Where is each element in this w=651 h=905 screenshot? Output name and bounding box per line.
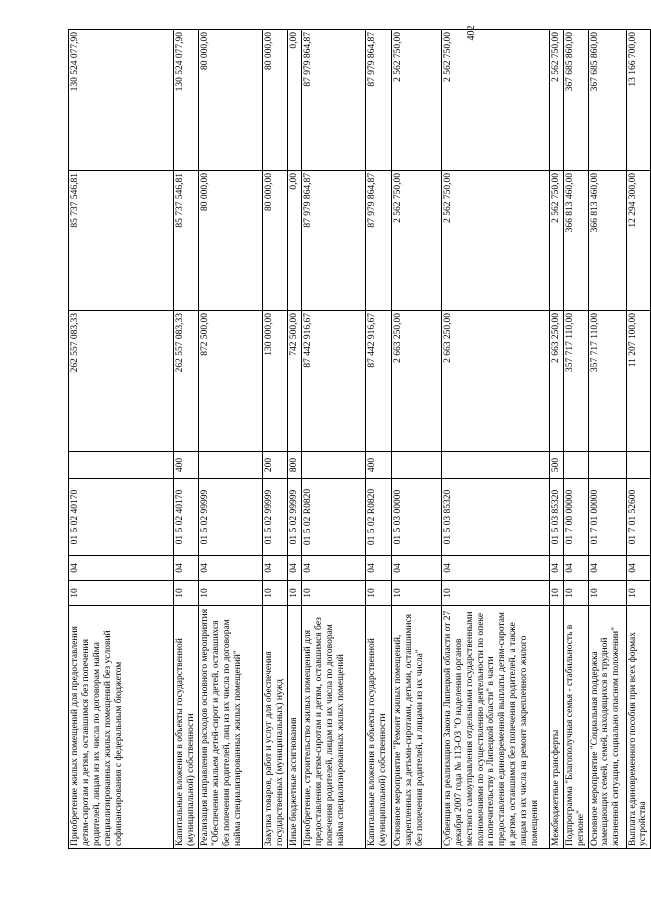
section-code: 10 [365, 581, 391, 606]
table-row [365, 30, 391, 849]
section-code: 10 [174, 581, 199, 606]
amount-year-2: 2 562 750,00 [391, 171, 441, 311]
amount-year-3: 87 979 864,87 [301, 30, 365, 171]
amount-year-3: 13 166 700,00 [626, 30, 651, 171]
amount-year-1: 87 442 916,67 [365, 311, 391, 452]
target-article-code: 01 5 03 85320 [549, 479, 563, 556]
table-row [287, 30, 301, 849]
budget-item-name: Иные бюджетные ассигнования [287, 606, 301, 849]
budget-item-name: Закупка товаров, работ и услуг для обеспечения государственных (муниципальных) нужд [262, 606, 287, 849]
subsection-code: 04 [588, 556, 626, 581]
amount-year-3: 2 562 750,00 [441, 30, 549, 171]
amount-year-1: 2 663 250,00 [391, 311, 441, 452]
subsection-code: 04 [174, 556, 199, 581]
amount-year-3: 80 000,00 [198, 30, 262, 171]
table-row [69, 30, 174, 849]
table-row [301, 30, 365, 849]
amount-year-2: 80 000,00 [198, 171, 262, 311]
section-code: 10 [198, 581, 262, 606]
target-article-code: 01 5 02 99999 [262, 479, 287, 556]
budget-item-name: Приобретение жилых помещений для предоставления детям-сиротам и детям, оставшимся без попечения родителей, лицам из их числа по договорам найма специализированных жилых помещений без условий софинансирования с федеральным бюджетом [69, 606, 174, 849]
target-article-code: 01 7 00 00000 [563, 479, 588, 556]
amount-year-2: 85 737 546,81 [69, 171, 174, 311]
expense-type-code: 200 [262, 452, 287, 479]
table-row [441, 30, 549, 849]
subsection-code: 04 [301, 556, 365, 581]
target-article-code: 01 5 02 R0820 [365, 479, 391, 556]
subsection-code: 04 [287, 556, 301, 581]
target-article-code: 01 7 01 52600 [626, 479, 651, 556]
target-article-code: 01 5 02 40170 [174, 479, 199, 556]
amount-year-3: 2 562 750,00 [549, 30, 563, 171]
target-article-code: 01 5 02 R0820 [301, 479, 365, 556]
budget-table [68, 29, 651, 849]
section-code: 10 [262, 581, 287, 606]
budget-item-name: Подпрограмма "Благополучная семья - стабильность в регионе" [563, 606, 588, 849]
rotated-table-frame [68, 30, 649, 849]
amount-year-1: 357 717 110,00 [563, 311, 588, 452]
amount-year-3: 367 685 860,00 [563, 30, 588, 171]
table-row [262, 30, 287, 849]
expense-type-code: 400 [174, 452, 199, 479]
amount-year-1: 872 500,00 [198, 311, 262, 452]
table-row [198, 30, 262, 849]
table-row [174, 30, 199, 849]
budget-item-name: Субвенция на реализацию Закона Липецкой области от 27 декабря 2007 года № 113-ОЗ "О наделении органов местного самоуправления отдельными государственными полномочиями по осуществлению деятельности по опеке и попечительству в Липецкой области" в части предоставления единовременной выплаты детям-сиротам и детям, оставшимся без попечения родителей, а также лицам из их числа на ремонт закрепленного жилого помещения [441, 606, 549, 849]
section-code: 10 [391, 581, 441, 606]
expense-type-code [563, 452, 588, 479]
expense-type-code [626, 452, 651, 479]
target-article-code: 01 5 02 99999 [198, 479, 262, 556]
expense-type-code [69, 452, 174, 479]
target-article-code: 01 5 03 85320 [441, 479, 549, 556]
amount-year-1: 262 557 083,33 [69, 311, 174, 452]
budget-item-name: Основное мероприятие "Ремонт жилых помещений, закрепленных за детьми-сиротами, детьми, оставшимися без попечения родителей, и лицами из их числа" [391, 606, 441, 849]
amount-year-2: 0,00 [287, 171, 301, 311]
subsection-code: 04 [69, 556, 174, 581]
amount-year-1: 11 207 100,00 [626, 311, 651, 452]
amount-year-2: 87 979 864,87 [365, 171, 391, 311]
expense-type-code: 800 [287, 452, 301, 479]
amount-year-1: 2 663 250,00 [441, 311, 549, 452]
section-code: 10 [588, 581, 626, 606]
expense-type-code: 400 [365, 452, 391, 479]
amount-year-2: 366 813 460,00 [563, 171, 588, 311]
table-row [588, 30, 626, 849]
amount-year-3: 130 524 077,90 [174, 30, 199, 171]
section-code: 10 [441, 581, 549, 606]
subsection-code: 04 [441, 556, 549, 581]
amount-year-3: 367 685 860,00 [588, 30, 626, 171]
expense-type-code [441, 452, 549, 479]
budget-item-name: Капитальные вложения в объекты государственной (муниципальной) собственности [365, 606, 391, 849]
section-code: 10 [69, 581, 174, 606]
amount-year-2: 2 562 750,00 [549, 171, 563, 311]
amount-year-2: 366 813 460,00 [588, 171, 626, 311]
table-row [391, 30, 441, 849]
budget-item-name: Выплата единовременного пособия при всех формах устройства [626, 606, 651, 849]
section-code: 10 [563, 581, 588, 606]
expense-type-code [301, 452, 365, 479]
expense-type-code: 500 [549, 452, 563, 479]
amount-year-1: 130 000,00 [262, 311, 287, 452]
amount-year-1: 357 717 110,00 [588, 311, 626, 452]
section-code: 10 [301, 581, 365, 606]
amount-year-2: 87 979 864,87 [301, 171, 365, 311]
budget-item-name: Межбюджетные трансферты [549, 606, 563, 849]
target-article-code: 01 5 02 40170 [69, 479, 174, 556]
budget-item-name: Приобретение, строительство жилых помещений для предоставления детям-сиротам и детям, оставшимся без попечения родителей, лицам из их числа по договорам найма специализированных жилых помещений [301, 606, 365, 849]
amount-year-1: 742 500,00 [287, 311, 301, 452]
table-row [549, 30, 563, 849]
amount-year-2: 80 000,00 [262, 171, 287, 311]
target-article-code: 01 7 01 00000 [588, 479, 626, 556]
subsection-code: 04 [198, 556, 262, 581]
target-article-code: 01 5 03 00000 [391, 479, 441, 556]
section-code: 10 [626, 581, 651, 606]
amount-year-1: 87 442 916,67 [301, 311, 365, 452]
subsection-code: 04 [262, 556, 287, 581]
budget-item-name: Основное мероприятие "Социальная поддержка замещающих семей, семей, находящихся в трудной жизненной ситуации, социально опасном положении" [588, 606, 626, 849]
subsection-code: 04 [626, 556, 651, 581]
table-row [626, 30, 651, 849]
subsection-code: 04 [549, 556, 563, 581]
amount-year-3: 2 562 750,00 [391, 30, 441, 171]
amount-year-3: 0,00 [287, 30, 301, 171]
target-article-code: 01 5 02 99999 [287, 479, 301, 556]
subsection-code: 04 [365, 556, 391, 581]
amount-year-2: 85 737 546,81 [174, 171, 199, 311]
subsection-code: 04 [563, 556, 588, 581]
page-number: 402 [466, 25, 477, 41]
expense-type-code [391, 452, 441, 479]
table-body [69, 30, 651, 849]
amount-year-1: 262 557 083,33 [174, 311, 199, 452]
table-row [563, 30, 588, 849]
subsection-code: 04 [391, 556, 441, 581]
amount-year-3: 80 000,00 [262, 30, 287, 171]
amount-year-3: 130 524 077,90 [69, 30, 174, 171]
amount-year-2: 2 562 750,00 [441, 171, 549, 311]
expense-type-code [588, 452, 626, 479]
amount-year-2: 12 294 300,00 [626, 171, 651, 311]
amount-year-3: 87 979 864,87 [365, 30, 391, 171]
section-code: 10 [549, 581, 563, 606]
budget-item-name: Реализация направления расходов основного мероприятия "Обеспечение жильем детей-сирот и детей, оставшихся без попечения родителей, лиц из их числа по договорам найма специализированных жилых помещений" [198, 606, 262, 849]
amount-year-1: 2 663 250,00 [549, 311, 563, 452]
budget-item-name: Капитальные вложения в объекты государственной (муниципальной) собственности [174, 606, 199, 849]
section-code: 10 [287, 581, 301, 606]
expense-type-code [198, 452, 262, 479]
